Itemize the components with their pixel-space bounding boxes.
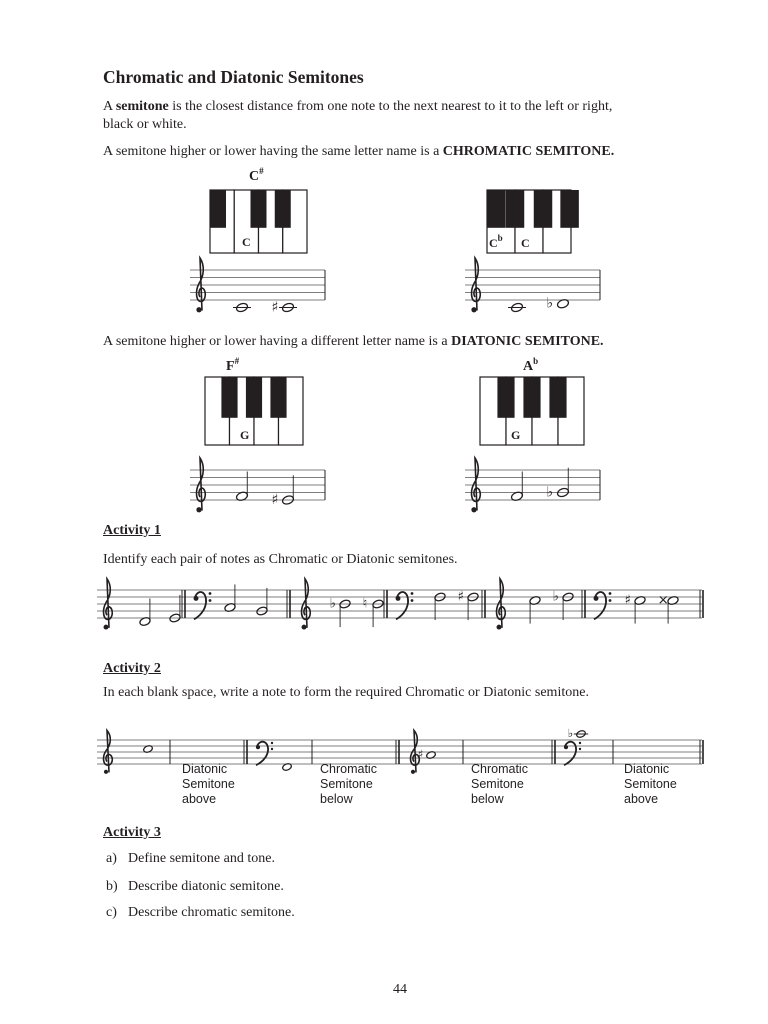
black-key — [506, 190, 524, 228]
label-g: G — [240, 428, 250, 442]
bass-clef-dot — [271, 742, 273, 744]
label-c-sharp — [249, 166, 264, 184]
t: A semitone higher or lower having the same letter name is a — [103, 144, 443, 159]
t: Define semitone and tone. — [128, 851, 275, 866]
item-c — [106, 905, 295, 921]
bass-clef-dot — [209, 592, 212, 595]
t: # — [234, 356, 240, 366]
treble-clef-icon — [197, 258, 206, 311]
bass-clef-dot — [411, 592, 414, 595]
intro-line2: black or white. — [103, 117, 187, 132]
black-key — [275, 190, 291, 228]
diatonic-def — [103, 334, 604, 350]
label-4 — [624, 762, 677, 807]
label-2 — [320, 762, 377, 807]
t: C — [249, 169, 260, 184]
activity3-heading: Activity 3 — [103, 825, 161, 840]
t: A — [523, 359, 534, 374]
t: c) — [106, 905, 117, 920]
t: above — [182, 792, 217, 806]
t: is the closest distance from one note to the next nearest to it to the left or right, — [168, 99, 613, 114]
bass-clef-dot — [194, 596, 199, 601]
bass-clef-dot — [609, 599, 612, 602]
t: Semitone — [320, 777, 373, 791]
term: DIATONIC SEMITONE. — [451, 334, 604, 349]
label-g-2: G — [511, 428, 521, 442]
accidental: ♯ — [271, 491, 279, 508]
black-key — [560, 190, 578, 228]
black-key — [487, 190, 505, 228]
t: A — [103, 99, 116, 114]
accidental: × — [657, 593, 669, 608]
accidental: ♮ — [362, 596, 368, 612]
bass-clef-dot — [579, 748, 581, 750]
bass-clef-dot — [256, 745, 260, 749]
treble-clef-icon — [472, 458, 481, 511]
bass-clef-dot — [411, 599, 414, 602]
label-1 — [182, 762, 235, 807]
term: semitone — [115, 99, 169, 114]
bass-clef-dot — [579, 742, 581, 744]
treble-clef-dot — [104, 770, 108, 774]
t: below — [320, 792, 353, 806]
chromatic-def — [103, 144, 614, 160]
activity2-heading: Activity 2 — [103, 661, 161, 676]
treble-clef-icon — [472, 258, 481, 311]
t: F — [226, 359, 235, 374]
item-a — [106, 851, 275, 867]
t: Semitone — [182, 777, 235, 791]
t: b — [533, 356, 539, 366]
treble-clef-dot — [411, 770, 415, 774]
item-b — [106, 879, 284, 895]
label-f-sharp — [226, 356, 240, 374]
accidental: ♭ — [546, 295, 554, 312]
bass-clef-dot — [209, 599, 212, 602]
bass-clef-dot — [564, 745, 568, 749]
black-key — [210, 190, 226, 228]
treble-clef-dot — [196, 307, 201, 312]
t: Describe diatonic semitone. — [128, 879, 284, 894]
intro-text — [103, 99, 612, 115]
accidental: ♭ — [546, 484, 554, 501]
t: a) — [106, 851, 117, 866]
black-key — [250, 190, 266, 228]
black-key — [246, 377, 262, 418]
treble-clef-icon — [104, 730, 113, 772]
t: Chromatic — [320, 762, 377, 776]
activity1-heading: Activity 1 — [103, 523, 161, 538]
label-c: C — [242, 235, 251, 249]
bass-clef-dot — [271, 748, 273, 750]
bass-clef-dot — [594, 596, 599, 601]
label-c-2: C — [521, 236, 530, 250]
t: Diatonic — [624, 762, 670, 776]
label-3 — [471, 762, 528, 807]
black-key — [270, 377, 286, 418]
t: C — [489, 236, 498, 250]
black-key — [534, 190, 552, 228]
label-c-flat — [489, 233, 503, 250]
bass-clef-dot — [396, 596, 401, 601]
treble-clef-icon — [197, 458, 206, 511]
t: above — [624, 792, 659, 806]
treble-clef-dot — [104, 625, 109, 630]
treble-clef-icon — [104, 579, 113, 628]
accidental: ♯ — [457, 589, 465, 605]
treble-clef-icon — [497, 579, 506, 628]
treble-clef-dot — [302, 625, 307, 630]
black-key — [221, 377, 237, 418]
treble-clef-dot — [471, 507, 476, 512]
label-a-flat — [523, 356, 539, 374]
accidental: ♭ — [567, 726, 574, 740]
t: Describe chromatic semitone. — [128, 905, 295, 920]
treble-clef-dot — [497, 625, 502, 630]
page-title: Chromatic and Diatonic Semitones — [103, 67, 364, 87]
t: Semitone — [471, 777, 524, 791]
treble-clef-dot — [196, 507, 201, 512]
accidental: ♭ — [329, 596, 336, 612]
t: Chromatic — [471, 762, 528, 776]
accidental: ♯ — [271, 299, 279, 316]
term: CHROMATIC SEMITONE. — [442, 144, 615, 159]
t: Diatonic — [182, 762, 228, 776]
t: Semitone — [624, 777, 677, 791]
black-key — [523, 377, 540, 418]
bass-clef-dot — [609, 592, 612, 595]
accidental: ♯ — [624, 593, 632, 608]
treble-clef-icon — [302, 579, 311, 628]
black-key — [549, 377, 566, 418]
accidental: ♯ — [417, 747, 424, 761]
treble-clef-dot — [471, 307, 476, 312]
accidental: ♭ — [552, 589, 559, 605]
page-number: 44 — [393, 982, 407, 997]
t: b — [497, 233, 503, 243]
t: b) — [106, 879, 118, 894]
activity1-text: Identify each pair of notes as Chromatic or Diatonic semitones. — [103, 552, 458, 567]
t: A semitone higher or lower having a different letter name is a — [103, 334, 452, 349]
t: below — [471, 792, 504, 806]
black-key — [497, 377, 514, 418]
t: # — [259, 166, 264, 176]
activity2-text: In each blank space, write a note to form the required Chromatic or Diatonic semitone. — [103, 685, 589, 700]
